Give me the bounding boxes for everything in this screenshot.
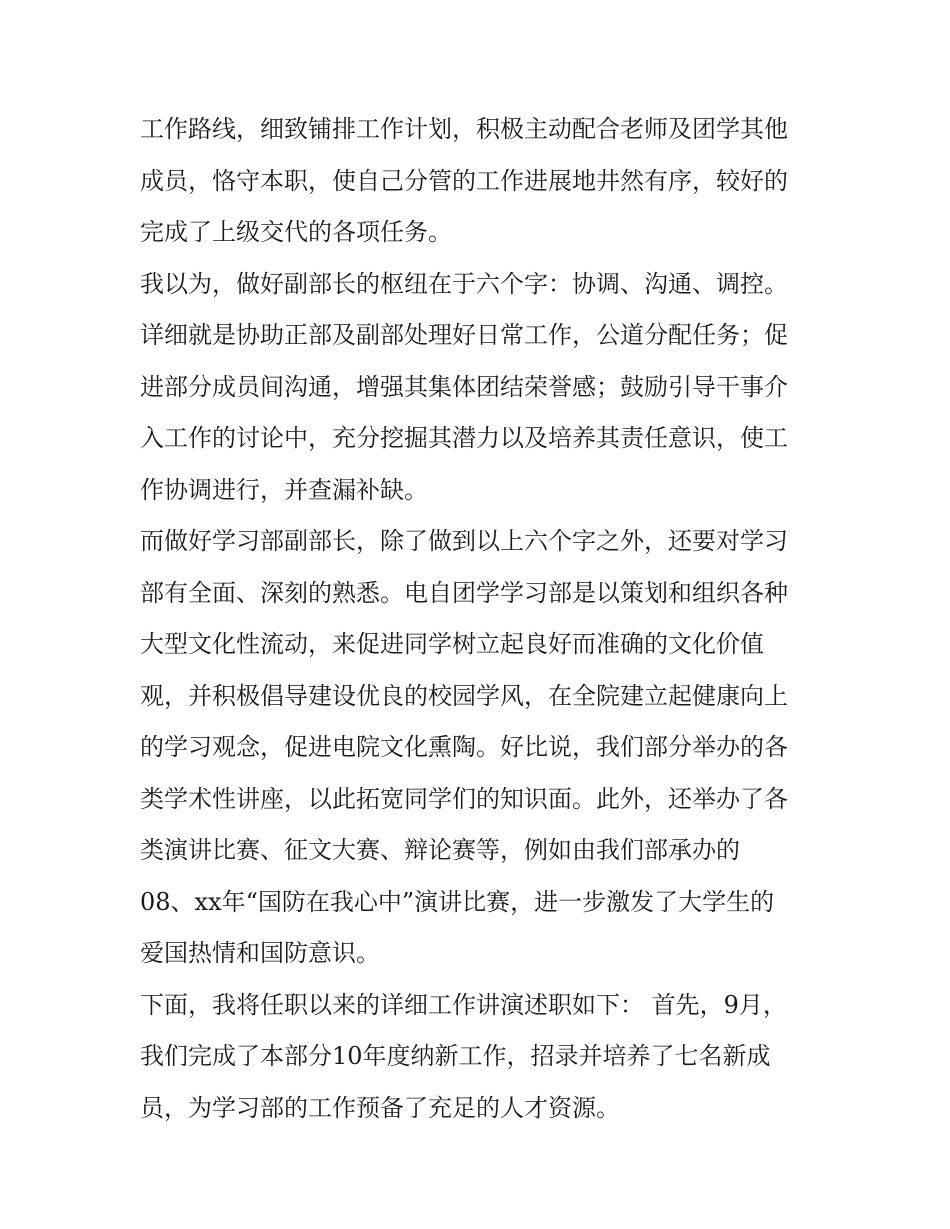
text-line: 员，为学习部的工作预备了充足的人才资源。 <box>140 1093 620 1122</box>
text-line: 08、xx年“国防在我心中”演讲比赛，进一步激发了大学生的 <box>140 887 775 916</box>
text-line: 而做好学习部副部长，除了做到以上六个字之外，还要对学习 <box>140 527 788 555</box>
text-line: 的学习观念，促进电院文化熏陶。好比说，我们部分举办的各 <box>140 733 788 761</box>
text-line: 爱国热情和国防意识。 <box>140 939 380 967</box>
text-line: 我们完成了本部分10年度纳新工作，招录并培养了七名新成 <box>140 1042 771 1070</box>
text-line: 下面，我将任职以来的详细工作讲演述职如下： 首先，9月， <box>140 990 787 1019</box>
text-line: 进部分成员间沟通，增强其集体团结荣誉感；鼓励引导干事介 <box>140 372 788 401</box>
text-line: 入工作的讨论中，充分挖掘其潜力以及培养其责任意识，使工 <box>140 424 788 452</box>
body-text <box>140 104 820 1134</box>
text-line: 成员，恪守本职，使自己分管的工作进展地井然有序，较好的 <box>140 166 788 195</box>
text-line: 观，并积极倡导建设优良的校园学风，在全院建立起健康向上 <box>140 681 788 710</box>
text-line: 大型文化性流动，来促进同学树立起良好而准确的文化价值 <box>140 630 764 658</box>
text-line: 作协调进行，并查漏补缺。 <box>140 475 428 504</box>
text-line: 我以为，做好副部长的枢纽在于六个字：协调、沟通、调控。 <box>140 269 788 298</box>
text-line: 部有全面、深刻的熟悉。电自团学学习部是以策划和组织各种 <box>140 578 788 607</box>
text-line: 类演讲比赛、征文大赛、辩论赛等，例如由我们部承办的 <box>140 836 740 864</box>
text-line: 完成了上级交代的各项任务。 <box>140 218 452 246</box>
text-line: 详细就是协助正部及副部处理好日常工作，公道分配任务；促 <box>140 321 788 349</box>
text-line: 工作路线，细致铺排工作计划，积极主动配合老师及团学其他 <box>140 115 788 143</box>
text-line: 类学术性讲座，以此拓宽同学们的知识面。此外，还举办了各 <box>140 784 788 813</box>
